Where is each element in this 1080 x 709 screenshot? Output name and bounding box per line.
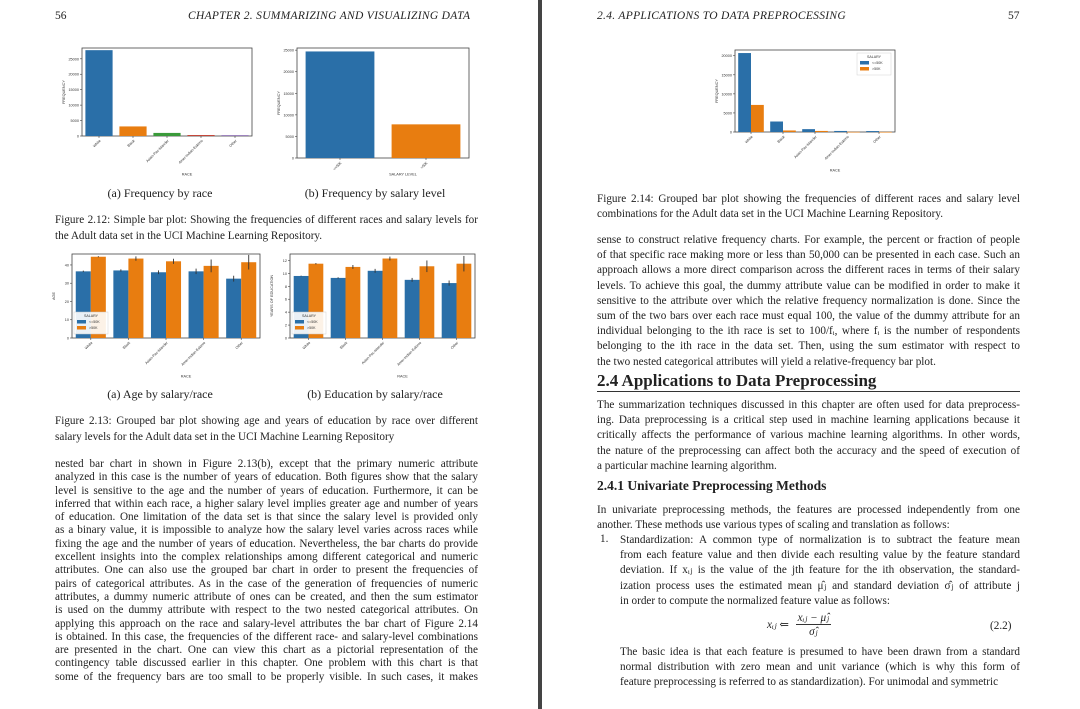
- bar: [770, 122, 783, 132]
- text-line: pairs of categorical attributes. As in the case of the generation of frequencies of numeric: [55, 577, 478, 590]
- text-line: are presented in the chart. One can view this chart as a pictorial representation of the: [55, 644, 478, 657]
- text-line: of education. One limitation of the data set is that since the salary level is provided only: [55, 511, 478, 524]
- bar: [738, 53, 751, 132]
- subsection-heading: 2.4.1 Univariate Preprocessing Methods: [597, 478, 827, 493]
- text-line: sensitive to the attribute over which the relative frequency normalization is done. Since the: [597, 294, 1020, 307]
- text-line: normal distribution with zero mean and unit variance (which is why this form of: [620, 661, 1020, 674]
- x-tick-label: White: [92, 138, 102, 149]
- equation-number: (2.2): [990, 620, 1012, 632]
- y-axis-label: AGE: [52, 291, 56, 301]
- bar: [187, 135, 214, 136]
- legend-swatch: [77, 320, 86, 324]
- y-axis-label: FREQUENCY: [277, 91, 281, 115]
- subcaption-2-12a: (a) Frequency by race: [107, 186, 213, 200]
- bar: [189, 271, 204, 338]
- right-page: [542, 0, 1080, 709]
- bar: [113, 270, 128, 338]
- legend-label: >50K: [89, 326, 98, 330]
- y-tick-label: 0: [291, 156, 294, 161]
- bar: [346, 267, 361, 338]
- text-line: Figure 2.13: Grouped bar plot showing age and years of education by race over different: [55, 415, 478, 427]
- y-tick-label: 0: [284, 336, 287, 341]
- legend-title: SALARY: [83, 314, 99, 318]
- x-tick-label: >50K: [419, 160, 429, 170]
- y-tick-label: 20000: [721, 54, 732, 59]
- legend-title: SALARY: [301, 314, 317, 318]
- paragraph-intro: [597, 398, 1020, 474]
- bar: [221, 135, 248, 136]
- bar: [241, 262, 256, 338]
- text-line: attributes, a dummy numeric attribute of ones can be created, and then the sum estimator: [55, 590, 478, 603]
- page-number: 56: [55, 10, 67, 22]
- x-tick-label: <=50K: [332, 160, 343, 172]
- y-tick-label: 10: [64, 318, 69, 323]
- y-tick-label: 2: [284, 323, 287, 328]
- figure-2-12-caption: [55, 212, 478, 244]
- x-tick-label: Asian-Pac-Islander: [145, 138, 170, 164]
- text-line: attributes. One can also use the grouped bar chart in order to present the frequencies of: [55, 564, 478, 577]
- y-tick-label: 5000: [723, 111, 732, 116]
- text-line: applying this approach on the race and salary-level attributes the bar chart of Figure 2.14: [55, 617, 478, 630]
- y-axis-label: YEARS OF EDUCATION: [270, 274, 274, 318]
- text-line: as a binary value, it is impossible to analyze how the salary level varies across races while: [55, 524, 478, 537]
- subcaption-2-12b: (b) Frequency by salary level: [304, 186, 446, 200]
- section-heading: 2.4 Applications to Data Preprocessing: [597, 371, 877, 390]
- text-line: salary levels for the Adult data set in the UCI Machine Learning Repository: [55, 431, 395, 443]
- bar: [204, 266, 219, 338]
- y-tick-label: 20000: [283, 70, 294, 75]
- x-tick-label: Other: [872, 134, 882, 145]
- bar: [368, 271, 383, 338]
- x-tick-label: Amer-Indian-Eskimo: [180, 340, 207, 367]
- figure-2-12a-chart: [50, 42, 260, 186]
- x-tick-label: Other: [450, 340, 460, 351]
- equation-lhs: xᵢⱼ ⇐: [767, 619, 789, 631]
- y-axis-label: FREQUENCY: [62, 80, 66, 104]
- text-line: The basic idea is that each feature is presumed to have been drawn from a standard: [620, 646, 1020, 658]
- bar: [128, 259, 143, 338]
- bar: [834, 131, 847, 132]
- legend-swatch: [295, 326, 304, 330]
- bar: [802, 129, 815, 132]
- x-tick-label: Amer-Indian-Eskimo: [396, 340, 423, 367]
- text-line: ing. Data preprocessing is a critical step used in machine learning applications because it: [597, 414, 1020, 427]
- legend-swatch: [77, 326, 86, 330]
- text-line: the two nested categorical attributes will yield a relative-frequency bar plot.: [597, 355, 936, 368]
- text-line: level is sensitive to the age and the number of years of education. Furthermore, it can be: [55, 484, 478, 497]
- y-tick-label: 25000: [283, 48, 294, 53]
- figure-2-14-chart: [692, 42, 922, 187]
- text-line: fixing the age and the number of years of education. Nevertheless, the bar charts do provide: [55, 537, 478, 550]
- figure-2-13a-chart: [50, 248, 265, 384]
- y-axis-label: FREQUENCY: [715, 79, 719, 103]
- bar: [153, 133, 180, 136]
- figure-2-13-caption: [55, 413, 478, 445]
- list-marker: 1.: [600, 533, 609, 545]
- legend-swatch: [860, 61, 869, 65]
- text-line: another. These methods use various types of scaling and translation as follows:: [597, 519, 950, 532]
- bar: [420, 266, 435, 338]
- text-line: In univariate preprocessing methods, the features are processed independently from one: [597, 504, 1020, 516]
- y-tick-label: 10000: [283, 113, 294, 118]
- text-line: in order to compute the normalized feature value as follows:: [620, 594, 890, 607]
- x-tick-label: Black: [126, 138, 136, 148]
- y-tick-label: 25000: [68, 57, 79, 62]
- y-tick-label: 15000: [721, 73, 732, 78]
- legend-title: SALARY: [866, 55, 882, 59]
- text-line: of that specific race making more or less than 50,000 can be presented in each case. Such an: [597, 249, 1020, 262]
- text-line: nested bar chart in shown in Figure 2.13(b), except that the primary numeric attribute: [55, 458, 478, 470]
- bar: [85, 50, 112, 136]
- x-tick-label: Black: [122, 340, 132, 350]
- x-tick-label: Asian-Pac-Islander: [144, 340, 169, 366]
- x-axis-label: SALARY LEVEL: [389, 172, 417, 177]
- x-tick-label: Black: [339, 340, 349, 350]
- legend-label: <=50K: [307, 320, 318, 324]
- bar: [166, 261, 181, 338]
- text-line: Figure 2.12: Simple bar plot: Showing the frequencies of different races and salary levels for: [55, 214, 478, 226]
- text-line: Standardization: A common type of normalization is to subtract the feature mean: [620, 534, 1020, 546]
- x-axis-label: RACE: [180, 374, 192, 379]
- figure-2-12b-chart: [262, 42, 477, 186]
- y-tick-label: 0: [76, 134, 79, 139]
- figure-2-14-caption: [597, 192, 1020, 222]
- y-tick-label: 12: [282, 258, 287, 263]
- x-tick-label: White: [744, 134, 754, 145]
- y-tick-label: 0: [729, 130, 732, 135]
- x-axis-label: RACE: [397, 374, 408, 379]
- y-tick-label: 5000: [285, 134, 294, 139]
- bar: [815, 131, 828, 132]
- text-line: individual belonging to the ith race is set to 100/fᵢ, where fᵢ is the number of respondents: [597, 325, 1020, 338]
- equation-numerator: xᵢⱼ − μ̂ⱼ: [797, 612, 830, 624]
- x-axis-label: RACE: [829, 168, 841, 173]
- y-tick-label: 30: [64, 281, 69, 286]
- running-head: 2.4. APPLICATIONS TO DATA PREPROCESSING: [597, 10, 846, 22]
- text-line: levels. To achieve this goal, the dummy attribute value can be modified in order to make it: [597, 279, 1020, 292]
- text-line: the Adult data set in the UCI Machine Learning Repository.: [55, 230, 323, 242]
- bar: [119, 126, 146, 136]
- y-tick-label: 15000: [68, 88, 79, 93]
- text-line: feature preprocessing is referred to as standardization). For unimodal and symmetric: [620, 676, 999, 689]
- text-line: is used on the dummy attribute with respect to the two nested categorical attributes. On: [55, 604, 478, 617]
- equation-2-2: [767, 611, 831, 638]
- legend-label: >50K: [872, 67, 881, 71]
- text-line: a particular machine learning algorithm.: [597, 459, 777, 472]
- y-tick-label: 8: [284, 284, 287, 289]
- text-line: deviation. If xᵢⱼ is the value of the jth feature for the ith observation, the standard-: [620, 564, 1020, 577]
- text-line: approach allows a more direct comparison across the different races in terms of their salary: [597, 264, 1020, 277]
- y-tick-label: 10000: [721, 92, 732, 97]
- bar: [306, 51, 375, 158]
- bar: [151, 272, 166, 338]
- bar: [751, 105, 764, 132]
- paragraph-relative-frequency: [597, 233, 1020, 370]
- text-line: analyzed in this case is the number of years of education. Both figures show that the salary: [55, 471, 478, 484]
- subcaption-2-13b: (b) Education by salary/race: [307, 387, 443, 401]
- y-tick-label: 15000: [283, 91, 294, 96]
- left-page: [0, 0, 538, 709]
- figure-2-13b-chart: [265, 248, 480, 384]
- running-head: CHAPTER 2. SUMMARIZING AND VISUALIZING DATA: [188, 10, 471, 22]
- paragraph-standardization: [620, 645, 1020, 691]
- x-tick-label: Asian-Pac-Islander: [793, 134, 818, 160]
- y-tick-label: 5000: [70, 119, 79, 124]
- bar: [392, 124, 461, 158]
- page-number: 57: [1008, 10, 1020, 22]
- text-line: sense to construct relative frequency charts. For example, the percent or fraction of people: [597, 234, 1020, 246]
- text-line: The summarization techniques discussed in this chapter are often used for data preprocess-: [597, 399, 1020, 411]
- legend-label: >50K: [307, 326, 316, 330]
- y-tick-label: 6: [284, 297, 287, 302]
- x-axis-label: RACE: [181, 172, 193, 177]
- y-tick-label: 4: [284, 310, 287, 315]
- y-tick-label: 0: [66, 336, 69, 341]
- bar: [383, 259, 398, 338]
- bar: [457, 264, 472, 338]
- text-line: Figure 2.14: Grouped bar plot showing the frequencies of different races and salary level: [597, 193, 1020, 205]
- text-line: inferred that within each race, a higher salary level implies greater age and number of years: [55, 497, 478, 510]
- bar: [847, 132, 860, 133]
- section-rule: [597, 391, 1020, 392]
- text-line: belonging to the ith race in the data set. Then, using the sum estimator with respect to: [597, 340, 1020, 353]
- text-line: sum of the two bars over each race must equal 100, the value of the dummy attribute for an: [597, 310, 1020, 323]
- bar: [226, 279, 241, 338]
- x-tick-label: Amer-Indian-Eskimo: [823, 134, 850, 161]
- bar: [405, 280, 420, 338]
- y-tick-label: 20: [64, 299, 69, 304]
- text-line: is obtained. In this case, the frequencies of the different race- and salary-level combinations: [55, 630, 478, 643]
- equation-denominator: σ̂ⱼ: [809, 626, 818, 638]
- text-line: from each feature value and then divide each resulting value by the feature standard: [620, 549, 1020, 562]
- y-tick-label: 20000: [68, 72, 79, 77]
- text-line: ization process uses the estimated mean μ̂ⱼ and standard deviation σ̂ⱼ of attribute j: [620, 579, 1020, 592]
- bar: [783, 130, 796, 132]
- legend-swatch: [860, 67, 869, 71]
- x-tick-label: Black: [776, 134, 786, 144]
- bar: [331, 278, 346, 338]
- x-tick-label: Asian-Pac-Islander: [360, 340, 386, 366]
- text-line: excellent insights into the complex relationships among different categorical and numeric: [55, 551, 478, 564]
- bar: [866, 131, 879, 132]
- x-tick-label: White: [84, 340, 94, 351]
- subcaption-2-13a: (a) Age by salary/race: [107, 387, 213, 401]
- list-item-standardization: [620, 533, 1020, 609]
- bar: [442, 283, 457, 338]
- paragraph-univariate: [597, 503, 1020, 533]
- bar: [879, 132, 892, 133]
- x-tick-label: Other: [228, 138, 238, 149]
- text-line: contingency table discussed earlier in this chapter. One problem with this chart is that: [55, 657, 478, 670]
- legend-swatch: [295, 320, 304, 324]
- y-tick-label: 40: [64, 263, 69, 268]
- y-tick-label: 10000: [68, 103, 79, 108]
- body-paragraph: [55, 458, 478, 684]
- x-tick-label: Other: [234, 340, 244, 351]
- text-line: the nature of the preprocessing can affect both the accuracy and the speed of execution of: [597, 444, 1020, 457]
- legend-label: <=50K: [872, 61, 883, 65]
- x-tick-label: White: [301, 340, 312, 351]
- legend-label: <=50K: [89, 320, 100, 324]
- text-line: some of the frequency bars are too small to be properly visible. In such cases, it makes: [55, 670, 478, 683]
- x-tick-label: Amer-Indian-Eskimo: [177, 138, 204, 165]
- y-tick-label: 10: [282, 271, 287, 276]
- text-line: critically affects the performance of various machine learning algorithms. In other words,: [597, 429, 1020, 442]
- text-line: combinations for the Adult data set in the UCI Machine Learning Repository.: [597, 208, 944, 220]
